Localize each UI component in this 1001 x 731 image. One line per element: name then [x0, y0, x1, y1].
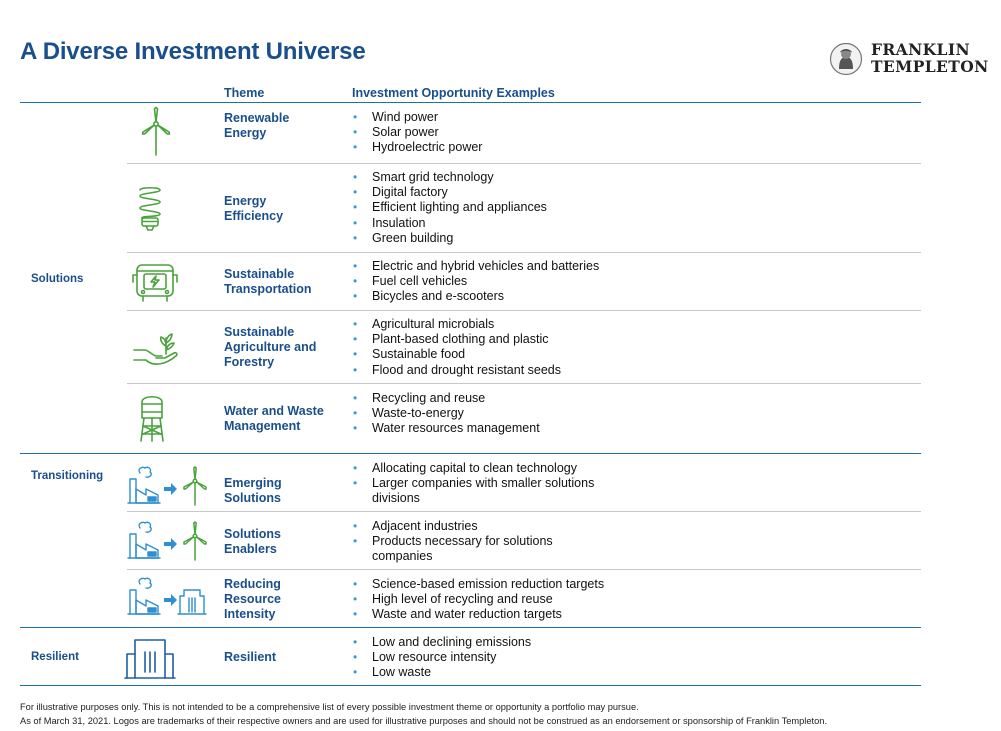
- section-label-transitioning: Transitioning: [31, 470, 104, 482]
- list-item: • Flood and drought resistant seeds: [352, 363, 561, 378]
- factory-to-turbine-icon: [126, 465, 212, 507]
- building-icon: [124, 636, 176, 682]
- theme-line: Resource: [224, 592, 281, 606]
- section-label-solutions: Solutions: [31, 273, 84, 285]
- list-item-line: • Larger companies with smaller solutions: [372, 476, 595, 491]
- footnote-date-trademarks: As of March 31, 2021. Logos are trademarks of their respective owners and are used for illustrative purposes and should not be construed as an endorsement or sponsorship of Franklin Templeton.: [20, 716, 828, 726]
- theme-line: Forestry: [224, 355, 275, 369]
- logo-line-2: TEMPLETON: [871, 56, 989, 76]
- theme-line: Water and Waste: [224, 404, 324, 418]
- water-tower-icon: [138, 392, 166, 444]
- row-divider: [127, 163, 921, 164]
- theme-line: Solutions: [224, 527, 281, 541]
- theme-line: Transportation: [224, 282, 312, 296]
- theme-line: Resilient: [224, 650, 277, 664]
- page-title: A Diverse Investment Universe: [20, 38, 366, 65]
- theme-emerging-solutions: [224, 476, 282, 506]
- row-divider: [127, 569, 921, 570]
- factory-to-building-icon: [126, 576, 212, 618]
- electric-bus-icon: [130, 262, 180, 304]
- theme-line: Sustainable: [224, 325, 295, 339]
- row-divider: [127, 383, 921, 384]
- list-item: • Recycling and reuse: [352, 391, 540, 406]
- theme-renewable-energy: [224, 111, 289, 141]
- list-item: • Digital factory: [352, 185, 547, 200]
- theme-line: Energy: [224, 126, 267, 140]
- theme-line: Efficiency: [224, 209, 284, 223]
- examples-renewable-energy: [352, 110, 482, 156]
- list-item: • Electric and hybrid vehicles and batteries: [352, 259, 599, 274]
- examples-water-waste-management: [352, 391, 540, 437]
- row-divider: [127, 511, 921, 512]
- theme-line: Renewable: [224, 111, 290, 125]
- list-item: • Science-based emission reduction targets: [352, 577, 604, 592]
- theme-line: Emerging: [224, 476, 282, 490]
- examples-energy-efficiency: [352, 170, 547, 246]
- factory-to-turbine-icon: [126, 520, 212, 562]
- footnote-disclaimer: For illustrative purposes only. This is not intended to be a comprehensive list of every possible investment theme or opportunity a portfolio may pursue.: [20, 702, 639, 712]
- theme-line: Intensity: [224, 607, 276, 621]
- list-item-line: • Products necessary for solutions: [372, 534, 553, 549]
- list-item: • Plant-based clothing and plastic: [352, 332, 561, 347]
- hand-plant-icon: [132, 332, 180, 370]
- list-item: • Wind power: [352, 110, 482, 125]
- list-item: • Waste and water reduction targets: [352, 607, 604, 622]
- list-item: • Smart grid technology: [352, 170, 547, 185]
- table-bottom-rule: [20, 685, 921, 686]
- theme-line: Management: [224, 419, 301, 433]
- column-header-theme: Theme: [224, 86, 265, 100]
- list-item: • Hydroelectric power: [352, 140, 482, 155]
- list-item: • Agricultural microbials: [352, 317, 561, 332]
- theme-line: Reducing: [224, 577, 281, 591]
- theme-reducing-resource-intensity: [224, 577, 281, 622]
- theme-line: Solutions: [224, 491, 281, 505]
- list-item: • Low resource intensity: [352, 650, 531, 665]
- theme-water-waste-management: [224, 404, 324, 434]
- section-label-resilient: Resilient: [31, 651, 79, 663]
- theme-line: Energy: [224, 194, 267, 208]
- list-item: • Waste-to-energy: [352, 406, 540, 421]
- examples-emerging-solutions: [352, 461, 594, 507]
- list-item-line: divisions: [372, 491, 420, 506]
- column-header-examples: Investment Opportunity Examples: [352, 86, 555, 100]
- logo-line-1: FRANKLIN: [871, 40, 971, 59]
- benjamin-franklin-portrait-icon: [829, 42, 863, 76]
- examples-reducing-resource-intensity: [352, 577, 604, 623]
- list-item-line: companies: [372, 549, 433, 564]
- list-item: • Low and declining emissions: [352, 635, 531, 650]
- theme-sustainable-agriculture: [224, 325, 316, 370]
- list-item: • Fuel cell vehicles: [352, 274, 599, 289]
- examples-solutions-enablers: [352, 519, 553, 565]
- wind-turbine-icon: [134, 106, 178, 158]
- list-item: • Insulation: [352, 216, 547, 231]
- list-item: [352, 476, 594, 506]
- franklin-templeton-logo: [829, 42, 989, 76]
- list-item: • Bicycles and e-scooters: [352, 289, 599, 304]
- list-item: • Sustainable food: [352, 347, 561, 362]
- theme-solutions-enablers: [224, 527, 281, 557]
- list-item: • Solar power: [352, 125, 482, 140]
- list-item: • Allocating capital to clean technology: [352, 461, 594, 476]
- section-divider: [20, 627, 921, 628]
- theme-line: Enablers: [224, 542, 277, 556]
- list-item: • Adjacent industries: [352, 519, 553, 534]
- header-rule: [20, 102, 921, 103]
- light-bulb-icon: [134, 186, 166, 232]
- examples-sustainable-transportation: [352, 259, 599, 305]
- theme-line: Sustainable: [224, 267, 295, 281]
- row-divider: [127, 252, 921, 253]
- examples-sustainable-agriculture: [352, 317, 561, 378]
- theme-energy-efficiency: [224, 194, 283, 224]
- section-divider: [20, 453, 921, 454]
- examples-resilient: [352, 635, 531, 681]
- list-item: • High level of recycling and reuse: [352, 592, 604, 607]
- list-item: • Water resources management: [352, 421, 540, 436]
- list-item: • Low waste: [352, 665, 531, 680]
- logo-wordmark: [871, 42, 989, 75]
- theme-sustainable-transportation: [224, 267, 312, 297]
- theme-resilient: [224, 650, 276, 665]
- row-divider: [127, 310, 921, 311]
- list-item: • Green building: [352, 231, 547, 246]
- list-item: • Efficient lighting and appliances: [352, 200, 547, 215]
- list-item: [352, 534, 553, 564]
- theme-line: Agriculture and: [224, 340, 317, 354]
